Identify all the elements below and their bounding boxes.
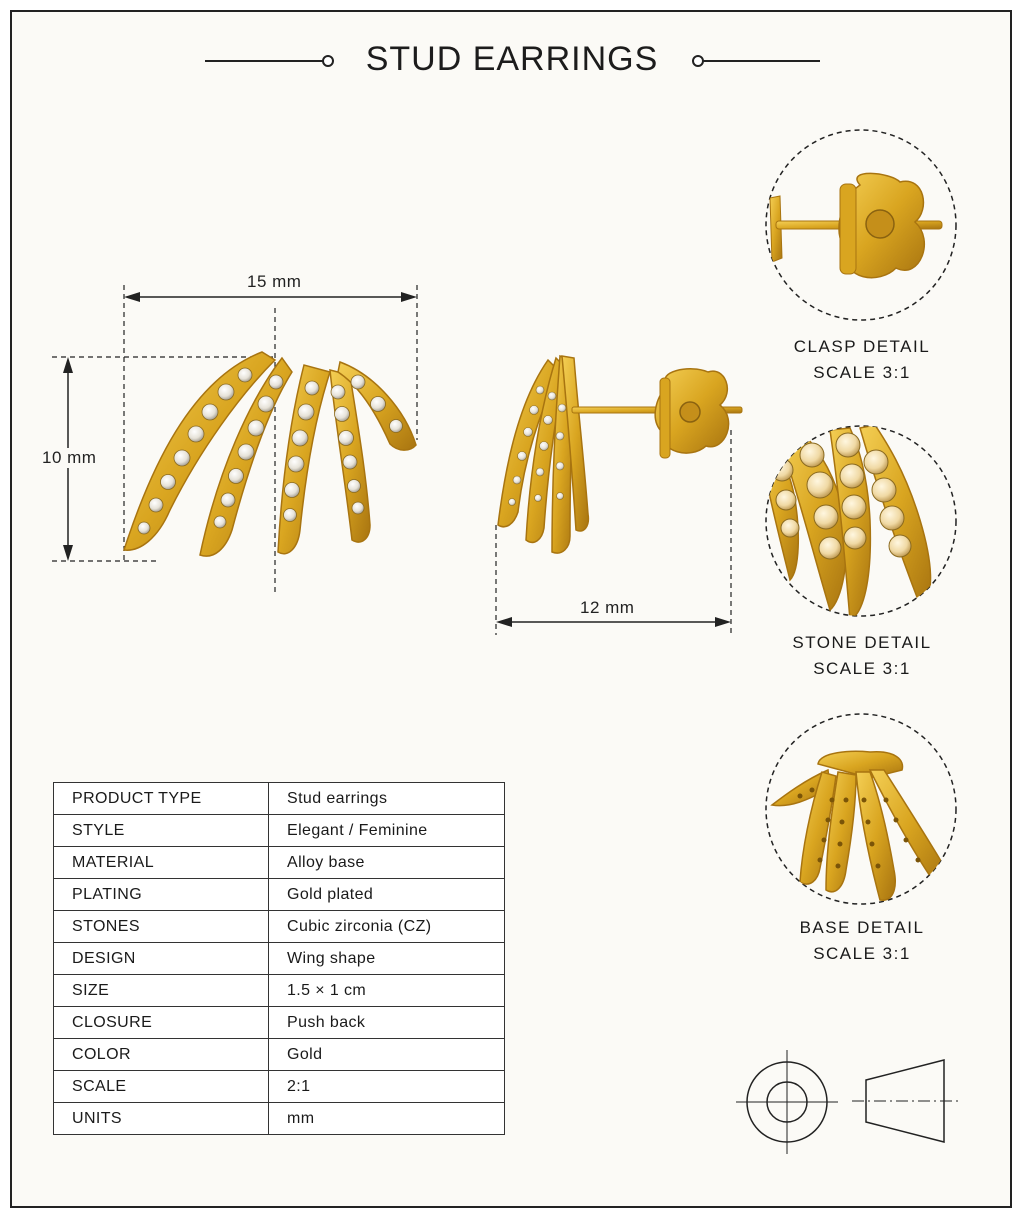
table-row	[54, 1071, 505, 1103]
stone-detail-view	[760, 425, 956, 620]
stone-detail-scale: SCALE 3:1	[813, 659, 911, 678]
clasp-detail-scale: SCALE 3:1	[813, 363, 911, 382]
spec-value: Push back	[269, 1007, 505, 1039]
table-row	[54, 975, 505, 1007]
spec-key: STONES	[54, 911, 269, 943]
spec-value: Cubic zirconia (CZ)	[269, 911, 505, 943]
spec-value: Gold plated	[269, 879, 505, 911]
table-row	[54, 847, 505, 879]
width-dimension-label: 15 mm	[243, 272, 305, 292]
clasp-detail-title: CLASP DETAIL	[793, 337, 931, 356]
base-detail-scale: SCALE 3:1	[813, 944, 911, 963]
spec-key: PLATING	[54, 879, 269, 911]
base-detail-view	[766, 714, 956, 904]
height-dimension-label: 10 mm	[38, 448, 100, 468]
page-title: STUD EARRINGS	[365, 40, 659, 78]
spec-key: CLOSURE	[54, 1007, 269, 1039]
clasp-detail-label	[762, 334, 962, 386]
spec-value: Elegant / Feminine	[269, 815, 505, 847]
table-row	[54, 783, 505, 815]
earring-side-view	[498, 356, 742, 553]
depth-dimension-label: 12 mm	[576, 598, 638, 618]
spec-key: DESIGN	[54, 943, 269, 975]
base-detail-label	[762, 915, 962, 967]
spec-key: STYLE	[54, 815, 269, 847]
clasp-detail-view	[766, 130, 956, 320]
spec-value: 2:1	[269, 1071, 505, 1103]
spec-key: COLOR	[54, 1039, 269, 1071]
table-row	[54, 1039, 505, 1071]
table-row	[54, 911, 505, 943]
spec-key: PRODUCT TYPE	[54, 783, 269, 815]
table-row	[54, 815, 505, 847]
front-dimensions	[52, 285, 417, 595]
base-detail-title: BASE DETAIL	[799, 918, 925, 937]
earring-front-view	[124, 352, 416, 556]
spec-value: Alloy base	[269, 847, 505, 879]
spec-key: SCALE	[54, 1071, 269, 1103]
spec-key: MATERIAL	[54, 847, 269, 879]
spec-value: mm	[269, 1103, 505, 1135]
spec-table	[53, 782, 505, 1135]
table-row	[54, 943, 505, 975]
spec-key: UNITS	[54, 1103, 269, 1135]
table-row	[54, 879, 505, 911]
spec-value: Gold	[269, 1039, 505, 1071]
spec-value: Stud earrings	[269, 783, 505, 815]
stone-detail-label	[762, 630, 962, 682]
spec-value: Wing shape	[269, 943, 505, 975]
table-row	[54, 1007, 505, 1039]
stone-detail-title: STONE DETAIL	[792, 633, 932, 652]
projection-symbol	[736, 1050, 958, 1154]
spec-value: 1.5 × 1 cm	[269, 975, 505, 1007]
spec-key: SIZE	[54, 975, 269, 1007]
table-row	[54, 1103, 505, 1135]
